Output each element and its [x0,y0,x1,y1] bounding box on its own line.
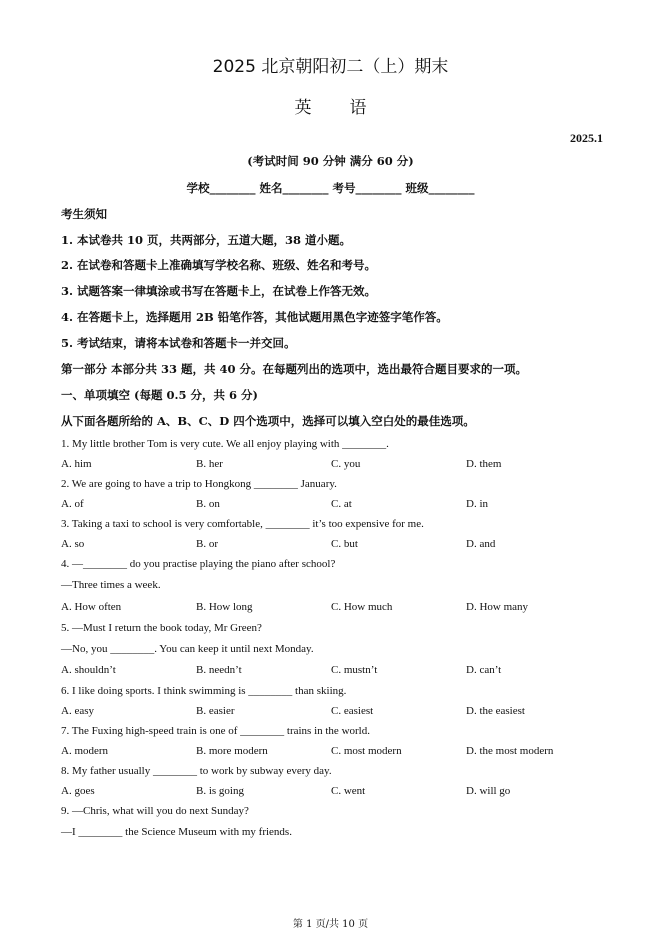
option-b: B. easier [196,705,235,717]
notice-item: 4. 在答题卡上，选择题用 2B 铅笔作答，其他试题用黑色字迹签字笔作答。 [61,310,448,324]
option-c: C. easiest [331,705,374,717]
option-b: B. her [196,458,223,470]
notice-item: 3. 试题答案一律填涂或书写在答题卡上，在试卷上作答无效。 [61,284,377,298]
option-b: B. How long [196,601,253,613]
option-b: B. more modern [196,745,268,757]
option-c: C. but [331,538,358,550]
subject-title: 英语 [294,98,405,118]
question-response: —I ________ the Science Museum with my friends. [61,826,292,838]
option-c: C. at [331,498,352,510]
option-a: A. goes [61,785,95,797]
question-stem: 9. —Chris, what will you do next Sunday? [61,805,249,817]
option-a: A. of [61,498,84,510]
student-info-fields: 学校________ 姓名________ 考号________ 班级________ [186,181,475,195]
question-stem: 1. My little brother Tom is very cute. We all enjoy playing with ________. [61,438,389,450]
option-d: D. the most modern [466,745,554,757]
option-c: C. mustn’t [331,664,378,676]
question-response: —Three times a week. [61,579,161,591]
option-d: D. in [466,498,488,510]
option-a: A. him [61,458,92,470]
option-b: B. or [196,538,218,550]
notice-item: 1. 本试卷共 10 页，共两部分，五道大题，38 道小题。 [61,233,352,247]
option-d: D. will go [466,785,511,797]
question-response: —No, you ________. You can keep it until next Monday. [61,643,314,655]
question-stem: 7. The Fuxing high-speed train is one of ________ trains in the world. [61,725,370,737]
question-stem: 6. I like doing sports. I think swimming is ________ than skiing. [61,685,347,697]
option-d: D. can’t [466,664,502,676]
exam-title: 2025 北京朝阳初二（上）期末 [212,57,449,77]
exam-date: 2025.1 [570,131,603,145]
option-d: D. them [466,458,502,470]
option-d: D. How many [466,601,529,613]
part-one-heading: 第一部分 本部分共 33 题，共 40 分。在每题列出的选项中，选出最符合题目要求的一项。 [61,362,528,376]
option-b: B. on [196,498,220,510]
option-d: D. and [466,538,496,550]
exam-time-score: (考试时间 90 分钟 满分 60 分) [247,154,414,168]
option-b: B. needn’t [196,664,242,676]
option-c: C. you [331,458,361,470]
question-stem: 4. —________ do you practise playing the piano after school? [61,558,336,570]
option-c: C. How much [331,601,393,613]
notice-item: 5. 考试结束，请将本试卷和答题卡一并交回。 [61,336,296,350]
option-a: A. How often [61,601,122,613]
option-b: B. is going [196,785,244,797]
question-stem: 3. Taking a taxi to school is very comfortable, ________ it’s too expensive for me. [61,518,424,530]
question-stem: 2. We are going to have a trip to Hongkong ________ January. [61,478,337,490]
option-a: A. easy [61,705,94,717]
question-stem: 5. —Must I return the book today, Mr Green? [61,622,262,634]
notice-item: 2. 在试卷和答题卡上准确填写学校名称、班级、姓名和考号。 [61,258,377,272]
option-d: D. the easiest [466,705,525,717]
option-a: A. so [61,538,85,550]
option-a: A. shouldn’t [61,664,116,676]
notice-heading: 考生须知 [61,207,107,221]
section-instruction: 从下面各题所给的 A、B、C、D 四个选项中，选择可以填入空白处的最佳选项。 [61,414,475,428]
option-c: C. most modern [331,745,402,757]
page-footer: 第 1 页/共 10 页 [292,919,369,930]
option-a: A. modern [61,745,109,757]
question-stem: 8. My father usually ________ to work by subway every day. [61,765,332,777]
section-heading: 一、单项填空 (每题 0.5 分，共 6 分) [61,388,258,402]
option-c: C. went [331,785,366,797]
